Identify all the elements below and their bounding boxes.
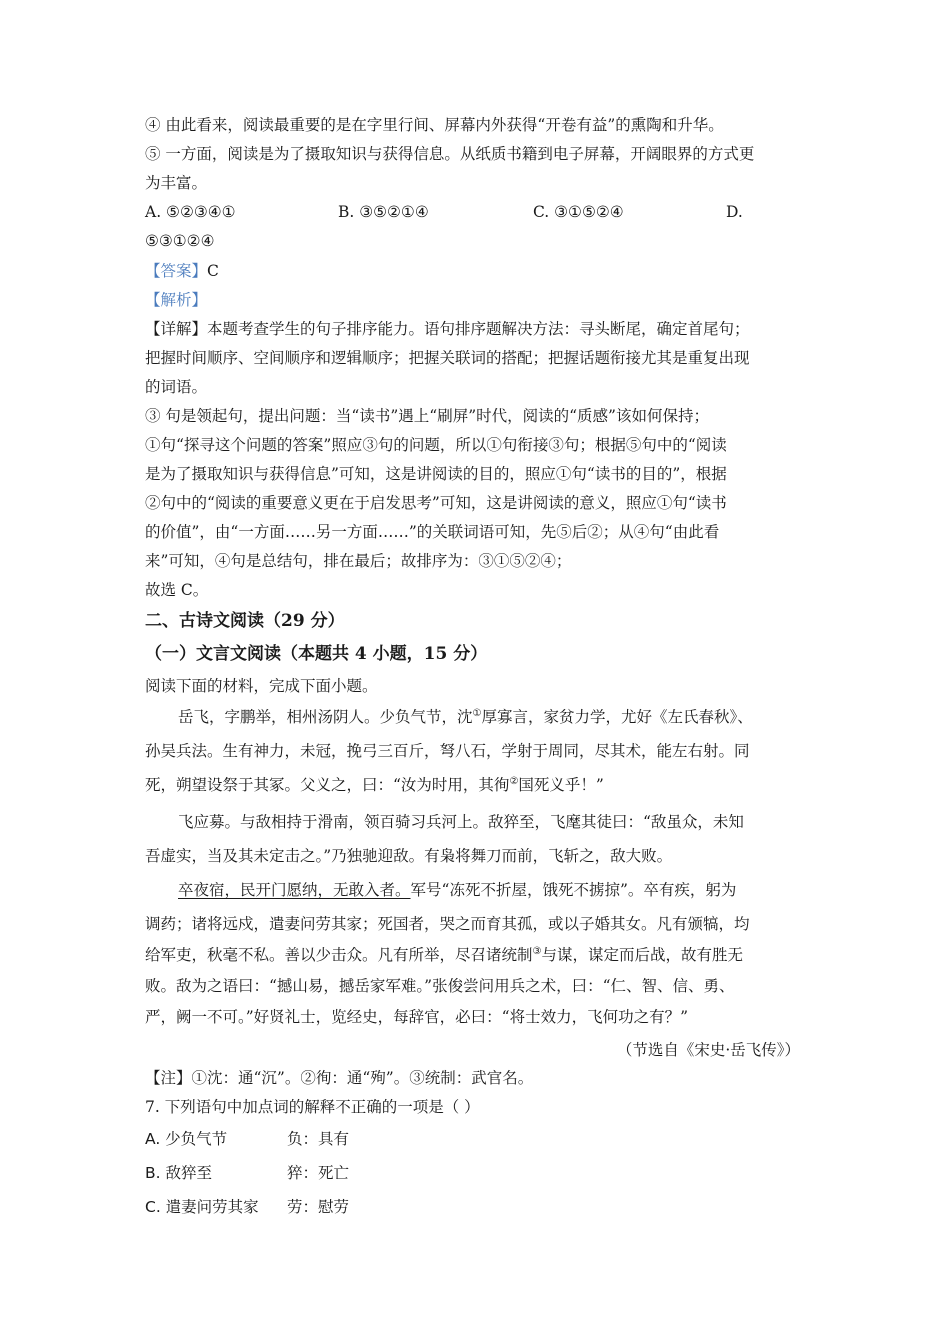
passage-line: 败。敌为之语曰：“撼山易，撼岳家军难。”张俊尝问用兵之术，曰：“仁、智、信、勇、 [145,977,735,995]
notes: 【注】①沈：通“沉”。②徇：通“殉”。③统制：武官名。 [145,1069,534,1087]
detail-line: 故选 C。 [145,581,209,599]
q6-option-a: A. ⑤②③④① [145,203,236,221]
detail-line: 的价值”，由“一方面……另一方面……”的关联词语可知，先⑤后②；从④句“由此看 [145,523,720,541]
q6-option-d: D. [726,203,743,221]
detail-line: ①句“探寻这个问题的答案”照应③句的问题，所以①句衔接③句；根据⑤句中的“阅读 [145,436,727,454]
detail-line: 是为了摄取知识与获得信息”可知，这是讲阅读的目的，照应①句“读书的目的”，根据 [145,465,727,483]
analysis-tag: 【解析】 [145,291,208,309]
q7-option-c: C. 遣妻问劳其家 [145,1198,259,1216]
passage-line: 吾虚实，当及其未定击之。”乃独驰迎敌。有枭将舞刀而前，飞斩之，敌大败。 [145,847,673,865]
passage-line: 卒夜宿，民开门愿纳，无敢入者。军号“冻死不折屋，饿死不掳掠”。卒有疾，躬为 [178,881,737,899]
q7-option-a-gloss: 负：具有 [287,1130,350,1148]
q6-sentence-4: ④ 由此看来，阅读最重要的是在字里行间、屏幕内外获得“开卷有益”的熏陶和升华。 [145,116,724,134]
detail-line: 来”可知，④句是总结句，排在最后；故排序为：③①⑤②④； [145,552,572,570]
reading-instruction: 阅读下面的材料，完成下面小题。 [145,677,378,695]
q6-option-d-value: ⑤③①②④ [145,232,215,250]
footnote-marker: ① [472,707,482,719]
q6-sentence-5-cont: 为丰富。 [145,174,208,192]
passage-line: 飞应募。与敌相持于滑南，领百骑习兵河上。敌猝至，飞麾其徒曰：“敌虽众，未知 [178,813,744,831]
footnote-marker: ② [509,775,519,787]
passage-source: （节选自《宋史·岳飞传》） [616,1041,800,1059]
q6-sentence-5: ⑤ 一方面，阅读是为了摄取知识与获得信息。从纸质书籍到电子屏幕，开阔眼界的方式更 [145,145,755,163]
q7-option-c-gloss: 劳：慰劳 [287,1198,350,1216]
answer-tag: 【答案】 [145,262,208,280]
q7-option-b: B. 敌猝至 [145,1164,212,1182]
q6-option-b: B. ③⑤②①④ [338,203,429,221]
q7-option-b-gloss: 猝：死亡 [287,1164,350,1182]
footnote-marker: ③ [532,945,542,957]
q7-stem: 7. 下列语句中加点词的解释不正确的一项是（ ） [145,1098,480,1116]
answer-value: C [207,262,219,280]
passage-line: 岳飞，字鹏举，相州汤阴人。少负气节，沈①厚寡言，家贫力学，尤好《左氏春秋》、 [178,707,753,726]
passage-line: 严，阙一不可。”好贤礼士，览经史，每辞官，必曰：“将士效力，飞何功之有？” [145,1008,689,1026]
underlined-sentence: 卒夜宿，民开门愿纳，无敢入者。 [178,881,411,899]
q7-option-a: A. 少负气节 [145,1130,228,1148]
subsection-title: （一）文言文阅读（本题共 4 小题，15 分） [145,644,488,664]
detail-line: 【详解】本题考查学生的句子排序能力。语句排序题解决方法：寻头断尾，确定首尾句； [145,320,750,338]
passage-line: 给军吏，秋毫不私。善以少击众。凡有所举，尽召诸统制③与谋，谋定而后战，故有胜无 [145,945,743,964]
detail-line: 把握时间顺序、空间顺序和逻辑顺序；把握关联词的搭配；把握话题衔接尤其是重复出现 [145,349,750,367]
answer-line [145,260,219,282]
passage-line: 孙吴兵法。生有神力，未冠，挽弓三百斤，弩八石，学射于周同，尽其术，能左右射。同 [145,742,750,760]
detail-line: ②句中的“阅读的重要意义更在于启发思考”可知，这是讲阅读的意义，照应①句“读书 [145,494,727,512]
q6-option-c: C. ③①⑤②④ [533,203,624,221]
detail-line: ③ 句是领起句，提出问题：当“读书”遇上“刷屏”时代，阅读的“质感”该如何保持； [145,407,709,425]
detail-line: 的词语。 [145,378,208,396]
section-title: 二、古诗文阅读（29 分） [145,611,345,631]
passage-line: 调药；诸将远戍，遣妻问劳其家；死国者，哭之而育其孤，或以子婚其女。凡有颁犒，均 [145,915,750,933]
passage-line: 死，朔望设祭于其冢。父义之，曰：“汝为时用，其徇②国死义乎！” [145,775,604,794]
